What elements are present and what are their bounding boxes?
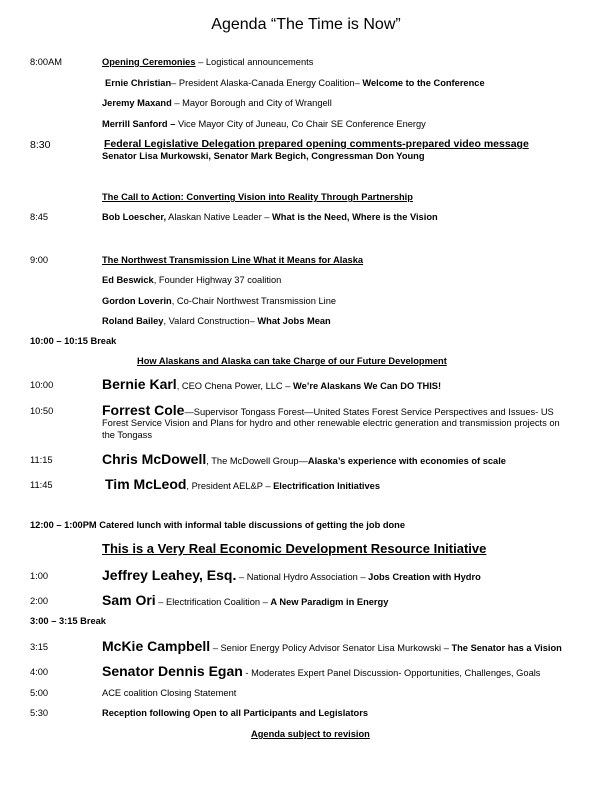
agenda-item: Reception following Open to all Participants and Legislators — [102, 708, 369, 718]
topic: Electrification Initiatives — [273, 481, 381, 491]
agenda-item — [105, 476, 380, 492]
agenda-item — [102, 663, 540, 679]
topic: Jobs Creation with Hydro — [368, 572, 481, 582]
item-detail: – Mayor Borough and City of Wrangell — [171, 98, 332, 108]
topic: A New Paradigm in Energy — [270, 597, 389, 607]
topic: Alaska’s experience with economies of scale — [307, 456, 506, 466]
item-detail: —Supervisor Tongass Forest—United States Forest Service Perspectives and Issues- US — [184, 407, 554, 417]
time-label: 8:45 — [30, 212, 49, 222]
item-detail-line: the Tongass — [102, 430, 152, 440]
agenda-item — [102, 98, 332, 108]
speaker-name: Roland Bailey — [102, 316, 164, 326]
speaker-name: Gordon Loverin — [102, 296, 172, 306]
agenda-item — [102, 275, 281, 285]
agenda-item: ACE coalition Closing Statement — [102, 688, 237, 698]
item-detail: , The McDowell Group— — [206, 456, 308, 466]
section-heading: The Call to Action: Converting Vision into Reality Through Partnership — [102, 192, 413, 202]
break-label: 10:00 – 10:15 Break — [30, 336, 117, 346]
item-detail: – Electrification Coalition – — [155, 597, 271, 607]
item-detail: – President Alaska-Canada Energy Coalition– — [171, 78, 363, 88]
lunch-label: 12:00 – 1:00PM Catered lunch with informal table discussions of getting the job done — [30, 520, 406, 530]
time-label: 11:45 — [30, 480, 53, 490]
section-heading: How Alaskans and Alaska can take Charge of our Future Development — [137, 356, 447, 366]
speaker-name: Forrest Cole — [102, 402, 185, 418]
speaker-name: Jeffrey Leahey, Esq. — [102, 567, 237, 583]
page-title: Agenda “The Time is Now” — [211, 16, 401, 33]
agenda-item — [102, 567, 481, 583]
session-heading: Federal Legislative Delegation prepared opening comments-prepared video message — [104, 138, 529, 150]
topic: The Senator has a Vision — [451, 643, 562, 653]
speaker-name: Chris McDowell — [102, 451, 207, 467]
agenda-item — [102, 212, 438, 222]
speaker-name: Jeremy Maxand — [102, 98, 172, 108]
speaker-name: Bob Loescher, — [102, 212, 167, 222]
section-heading: The Northwest Transmission Line What it Means for Alaska — [102, 255, 364, 265]
agenda-item — [102, 296, 336, 306]
item-detail: Vice Mayor City of Juneau, Co Chair SE Conference Energy — [177, 119, 426, 129]
section-heading: This is a Very Real Economic Development Resource Initiative — [102, 541, 487, 556]
item-detail-line: Forest Service Vision and Plans for hydro and other renewable electric generation and transmission projects on — [102, 418, 560, 428]
agenda-item — [102, 592, 388, 608]
speaker-name: Ernie Christian — [105, 78, 172, 88]
time-label: 2:00 — [30, 596, 49, 606]
speaker-name: Ed Beswick — [102, 275, 154, 285]
time-label: 4:00 — [30, 667, 49, 677]
revision-note: Agenda subject to revision — [251, 729, 370, 739]
speaker-name: Sam Ori — [102, 592, 156, 608]
agenda-item — [102, 402, 554, 418]
item-detail: , Valard Construction– — [163, 316, 258, 326]
item-detail: - Moderates Expert Panel Discussion- Opportunities, Challenges, Goals — [242, 668, 541, 678]
time-label: 8:00AM — [30, 57, 63, 67]
speaker-name: Senator Dennis Egan — [102, 663, 243, 679]
item-detail: , CEO Chena Power, LLC – — [176, 381, 293, 391]
agenda-item — [102, 316, 331, 326]
time-label: 1:00 — [30, 571, 49, 581]
time-label: 8:30 — [30, 139, 51, 151]
time-label: 10:50 — [30, 406, 54, 416]
time-label: 5:30 — [30, 708, 49, 718]
time-label: 3:15 — [30, 642, 49, 652]
topic: We’re Alaskans We Can DO THIS! — [292, 381, 442, 391]
agenda-item — [102, 376, 441, 392]
agenda-item — [102, 57, 313, 67]
item-detail: , President AEL&P – — [186, 481, 274, 491]
item-detail: – Logistical announcements — [195, 57, 314, 67]
time-label: 10:00 — [30, 380, 54, 390]
time-label: 5:00 — [30, 688, 49, 698]
item-detail: , Co-Chair Northwest Transmission Line — [171, 296, 337, 306]
item-detail: , Founder Highway 37 coalition — [153, 275, 282, 285]
speaker-name: Bernie Karl — [102, 376, 177, 392]
agenda-item — [102, 119, 426, 129]
topic: What is the Need, Where is the Vision — [272, 212, 438, 222]
agenda-item — [102, 451, 506, 467]
speaker-list: Senator Lisa Murkowski, Senator Mark Begich, Congressman Don Young — [102, 151, 425, 161]
agenda-item — [105, 78, 485, 88]
speaker-name: Merrill Sanford – — [102, 119, 178, 129]
topic: What Jobs Mean — [257, 316, 331, 326]
session-heading: Opening Ceremonies — [102, 57, 196, 67]
item-detail: – National Hydro Association – — [236, 572, 369, 582]
break-label: 3:00 – 3:15 Break — [30, 616, 106, 626]
time-label: 9:00 — [30, 255, 49, 265]
topic: Welcome to the Conference — [362, 78, 485, 88]
speaker-name: Tim McLeod — [105, 476, 187, 492]
item-detail: Alaskan Native Leader – — [166, 212, 273, 222]
agenda-item — [102, 638, 562, 654]
time-label: 11:15 — [30, 455, 53, 465]
speaker-name: McKie Campbell — [102, 638, 211, 654]
item-detail: – Senior Energy Policy Advisor Senator Lisa Murkowski – — [210, 643, 452, 653]
